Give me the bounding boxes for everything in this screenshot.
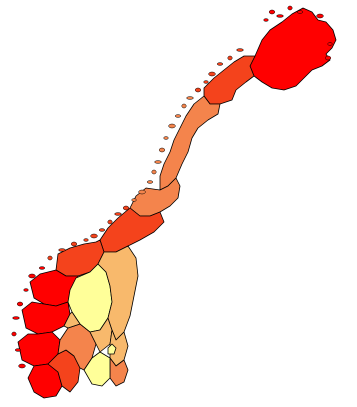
region-finnmark[interactable]	[250, 8, 336, 90]
island-shape	[59, 249, 66, 252]
island-shape	[115, 213, 122, 216]
island-shape	[288, 6, 292, 10]
island-shape	[277, 15, 284, 18]
island-shape	[39, 267, 45, 270]
island-shape	[13, 317, 20, 320]
island-shape	[228, 56, 232, 60]
island-shape	[147, 181, 153, 184]
island-shape	[99, 229, 105, 232]
island-shape	[15, 349, 21, 352]
island-shape	[264, 19, 268, 22]
island-shape	[217, 63, 223, 66]
region-troms[interactable]	[204, 56, 255, 104]
island-shape	[325, 56, 331, 60]
island-shape	[317, 14, 324, 18]
island-shape	[297, 11, 303, 14]
island-shape	[182, 104, 186, 108]
island-shape	[91, 234, 98, 238]
island-shape	[132, 199, 136, 202]
island-shape	[139, 190, 146, 194]
island-shape	[84, 239, 88, 242]
island-shape	[195, 88, 201, 92]
island-shape	[204, 81, 208, 84]
island-shape	[269, 10, 275, 14]
island-shape	[17, 302, 23, 306]
island-shape	[48, 256, 52, 260]
island-shape	[209, 72, 216, 76]
island-shape	[123, 206, 129, 210]
island-shape	[71, 242, 77, 246]
island-shape	[164, 137, 168, 140]
island-shape	[29, 274, 36, 278]
region-hordaland[interactable]	[22, 302, 70, 334]
island-shape	[108, 220, 112, 224]
island-shape	[175, 115, 181, 118]
island-shape	[24, 289, 28, 292]
region-nordland[interactable]	[160, 96, 220, 190]
region-sor-trondelag[interactable]	[100, 208, 164, 252]
island-shape	[237, 49, 244, 52]
island-shape	[159, 148, 165, 152]
island-shape	[152, 170, 156, 174]
island-shape	[187, 97, 194, 100]
island-shape	[169, 124, 176, 128]
island-shape	[12, 332, 16, 336]
island-shape	[155, 161, 162, 164]
island-shape	[19, 364, 26, 368]
island-shape	[328, 43, 332, 46]
region-nord-trondelag[interactable]	[130, 178, 180, 216]
